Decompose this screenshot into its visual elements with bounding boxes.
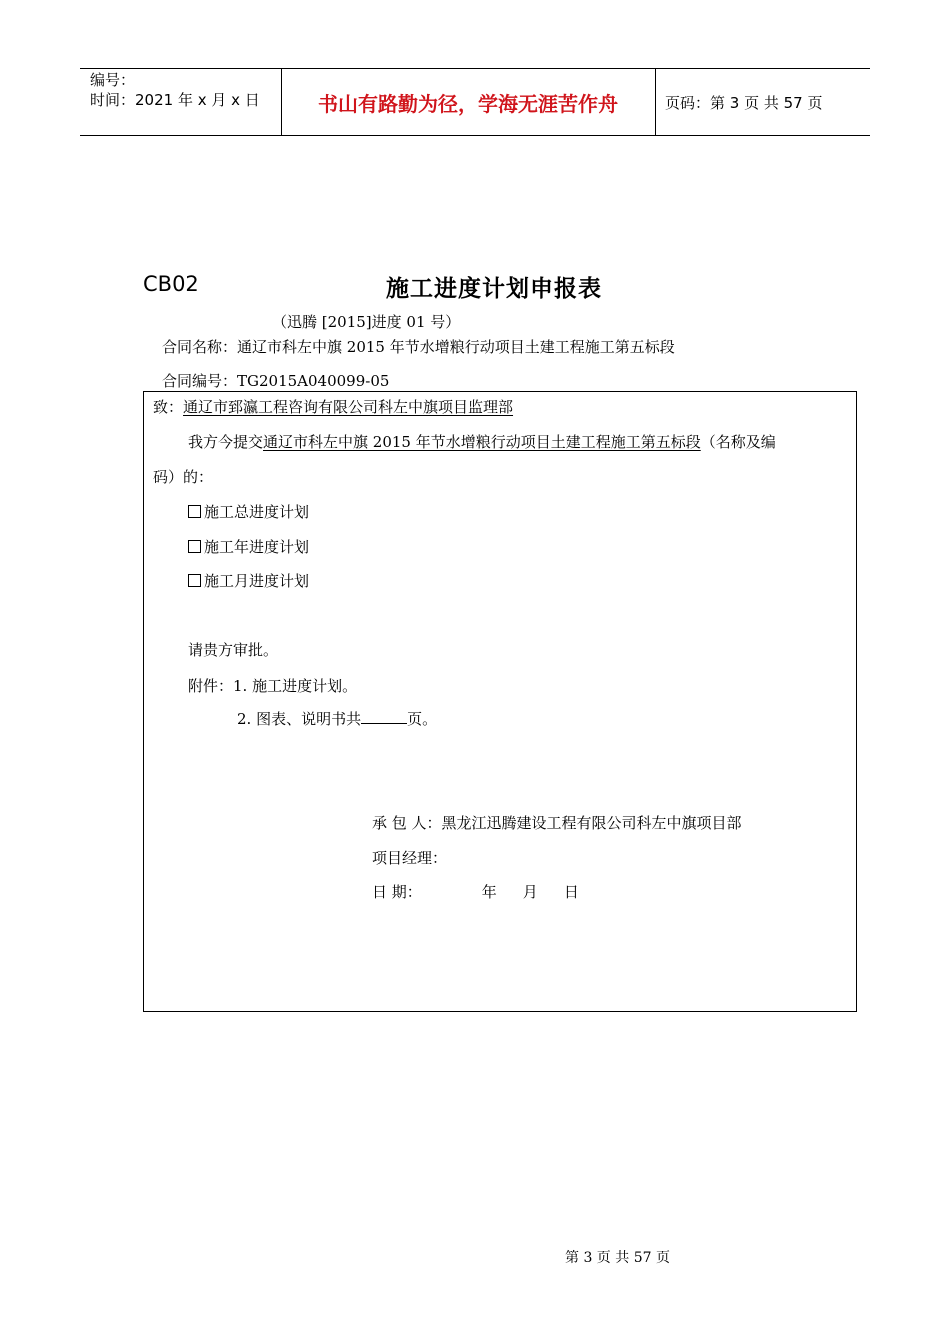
contract-name [162, 337, 675, 357]
option-label: 施工年进度计划 [204, 538, 310, 556]
submission-suffix: （名称及编 [700, 433, 776, 451]
form-body-box [143, 391, 857, 1012]
contractor [372, 813, 742, 833]
contract-number-value: TG2015A040099-05 [237, 372, 390, 390]
submission-project: 通辽市科左中旗 2015 年节水增粮行动项目土建工程施工第五标段 [263, 433, 701, 451]
contract-name-label: 合同名称： [162, 338, 238, 356]
footer-page-number: 第 3 页 共 57 页 [565, 1250, 670, 1266]
contractor-label: 承 包 人： [372, 814, 442, 832]
option-label: 施工总进度计划 [204, 503, 310, 521]
recipient-label: 致： [153, 398, 184, 416]
attachment-1-text: 1. 施工进度计划。 [233, 677, 358, 695]
header-top-rule [80, 68, 870, 69]
contract-name-value: 通辽市科左中旗 2015 年节水增粮行动项目土建工程施工第五标段 [237, 338, 675, 356]
option-total-schedule[interactable] [188, 502, 309, 522]
header-bottom-rule [80, 135, 870, 136]
document-number: （迅腾 [2015]进度 01 号） [272, 313, 461, 331]
header-divider-right [655, 68, 656, 136]
date-label: 日 期： [372, 883, 422, 901]
header-page-number: 页码：第 3 页 共 57 页 [665, 94, 823, 112]
option-annual-schedule[interactable] [188, 537, 309, 557]
checkbox-icon[interactable] [188, 505, 201, 518]
recipient-value: 通辽市郅瀛工程咨询有限公司科左中旗项目监理部 [183, 398, 514, 416]
attachment-label: 附件： [188, 677, 234, 695]
attachment-1 [188, 676, 357, 696]
project-manager: 项目经理： [372, 849, 448, 867]
page-count-blank[interactable] [361, 709, 407, 724]
attachment-2-prefix: 2. 图表、说明书共 [237, 710, 362, 728]
option-label: 施工月进度计划 [204, 572, 310, 590]
contract-number-label: 合同编号： [162, 372, 238, 390]
header-time: 时间：2021 年 x 月 x 日 [90, 91, 260, 109]
contract-number [162, 371, 389, 391]
sign-date [372, 882, 579, 902]
submission-statement-line2: 码）的： [153, 468, 214, 486]
date-month: 月 [522, 883, 538, 901]
approval-request: 请贵方审批。 [188, 641, 279, 659]
attachment-2 [237, 709, 437, 729]
contractor-value: 黑龙江迅腾建设工程有限公司科左中旗项目部 [441, 814, 742, 832]
date-year: 年 [481, 883, 497, 901]
date-day: 日 [563, 883, 579, 901]
form-title: 施工进度计划申报表 [386, 276, 602, 302]
submission-statement [188, 432, 776, 452]
recipient [153, 397, 513, 417]
header-motto: 书山有路勤为径，学海无涯苦作舟 [318, 92, 618, 116]
attachment-2-suffix: 页。 [407, 710, 438, 728]
header-number: 编号： [90, 71, 136, 89]
checkbox-icon[interactable] [188, 574, 201, 587]
submission-prefix: 我方今提交 [188, 433, 264, 451]
option-monthly-schedule[interactable] [188, 571, 309, 591]
form-code: CB02 [143, 272, 199, 296]
checkbox-icon[interactable] [188, 540, 201, 553]
